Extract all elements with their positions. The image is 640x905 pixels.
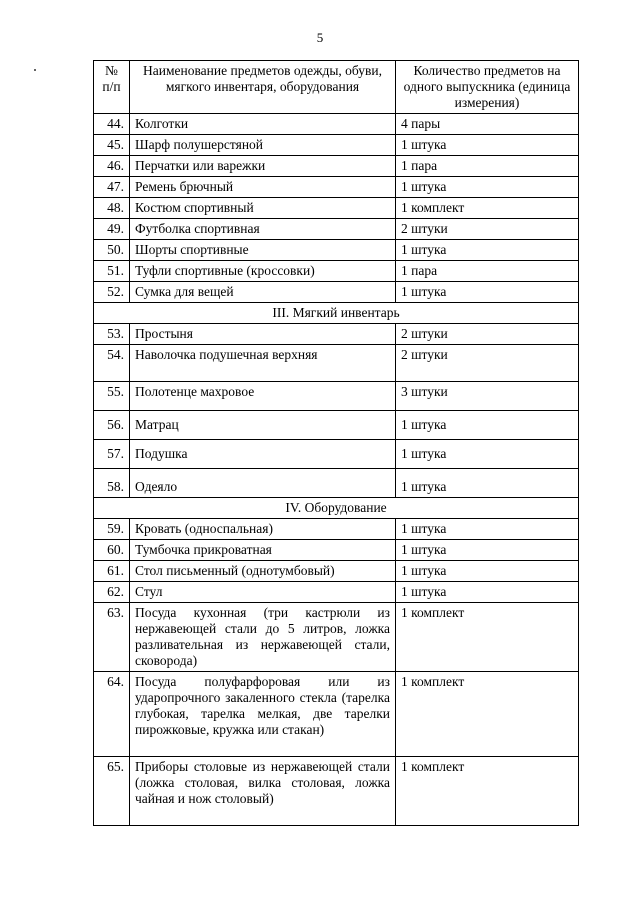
row-name: Ремень брючный bbox=[130, 177, 396, 198]
row-num: 53. bbox=[94, 324, 130, 345]
row-num: 57. bbox=[94, 440, 130, 469]
row-num: 63. bbox=[94, 603, 130, 672]
table-row bbox=[94, 282, 579, 303]
row-qty: 1 комплект bbox=[396, 198, 579, 219]
row-qty: 1 комплект bbox=[396, 603, 579, 672]
table-row bbox=[94, 135, 579, 156]
row-name: Подушка bbox=[130, 440, 396, 469]
row-num: 60. bbox=[94, 540, 130, 561]
row-num: 55. bbox=[94, 382, 130, 411]
table-row bbox=[94, 345, 579, 382]
section-row bbox=[94, 303, 579, 324]
scan-speck bbox=[34, 69, 36, 71]
header-qty: Количество предметов на одного выпускника (единица измерения) bbox=[396, 61, 579, 114]
row-num: 56. bbox=[94, 411, 130, 440]
table-row bbox=[94, 156, 579, 177]
row-name: Сумка для вещей bbox=[130, 282, 396, 303]
row-name: Тумбочка прикроватная bbox=[130, 540, 396, 561]
table-row bbox=[94, 469, 579, 498]
header-num: № п/п bbox=[94, 61, 130, 114]
row-num: 46. bbox=[94, 156, 130, 177]
table-row bbox=[94, 582, 579, 603]
page-number: 5 bbox=[316, 30, 324, 45]
row-num: 58. bbox=[94, 469, 130, 498]
table-row bbox=[94, 757, 579, 826]
row-num: 44. bbox=[94, 114, 130, 135]
row-qty: 1 штука bbox=[396, 411, 579, 440]
table-row bbox=[94, 177, 579, 198]
table-row bbox=[94, 219, 579, 240]
table-row bbox=[94, 198, 579, 219]
row-qty: 1 штука bbox=[396, 582, 579, 603]
items-table bbox=[93, 60, 579, 826]
row-name: Полотенце махровое bbox=[130, 382, 396, 411]
table-row bbox=[94, 382, 579, 411]
row-qty: 1 штука bbox=[396, 135, 579, 156]
row-name: Посуда полуфарфоровая или из ударопрочного закаленного стекла (тарелка глубокая, тарелка мелкая, две тарелки пирожковые, кружка или стакан) bbox=[130, 672, 396, 757]
row-qty: 1 пара bbox=[396, 261, 579, 282]
row-num: 51. bbox=[94, 261, 130, 282]
row-qty: 1 комплект bbox=[396, 672, 579, 757]
row-qty: 4 пары bbox=[396, 114, 579, 135]
section-title-equipment: IV. Оборудование bbox=[94, 498, 579, 519]
row-name: Одеяло bbox=[130, 469, 396, 498]
table-row bbox=[94, 519, 579, 540]
row-qty: 1 пара bbox=[396, 156, 579, 177]
row-qty: 1 штука bbox=[396, 519, 579, 540]
row-num: 49. bbox=[94, 219, 130, 240]
table-row bbox=[94, 411, 579, 440]
row-qty: 1 штука bbox=[396, 561, 579, 582]
row-num: 45. bbox=[94, 135, 130, 156]
row-num: 65. bbox=[94, 757, 130, 826]
row-name: Наволочка подушечная верхняя bbox=[130, 345, 396, 382]
table-row bbox=[94, 672, 579, 757]
row-qty: 1 штука bbox=[396, 469, 579, 498]
row-qty: 3 штуки bbox=[396, 382, 579, 411]
row-name: Шарф полушерстяной bbox=[130, 135, 396, 156]
row-name: Футболка спортивная bbox=[130, 219, 396, 240]
section-title-soft-inventory: III. Мягкий инвентарь bbox=[94, 303, 579, 324]
row-name: Шорты спортивные bbox=[130, 240, 396, 261]
row-num: 47. bbox=[94, 177, 130, 198]
table-row bbox=[94, 324, 579, 345]
row-num: 48. bbox=[94, 198, 130, 219]
row-qty: 2 штуки bbox=[396, 345, 579, 382]
row-num: 54. bbox=[94, 345, 130, 382]
row-qty: 1 штука bbox=[396, 540, 579, 561]
row-name: Стол письменный (однотумбовый) bbox=[130, 561, 396, 582]
row-name: Перчатки или варежки bbox=[130, 156, 396, 177]
row-qty: 2 штуки bbox=[396, 324, 579, 345]
row-name: Кровать (односпальная) bbox=[130, 519, 396, 540]
table-row bbox=[94, 240, 579, 261]
row-qty: 1 комплект bbox=[396, 757, 579, 826]
row-name: Приборы столовые из нержавеющей стали (ложка столовая, вилка столовая, ложка чайная и нож столовый) bbox=[130, 757, 396, 826]
row-name: Колготки bbox=[130, 114, 396, 135]
row-name: Простыня bbox=[130, 324, 396, 345]
section-row bbox=[94, 498, 579, 519]
row-name: Матрац bbox=[130, 411, 396, 440]
table-header-row bbox=[94, 61, 579, 114]
table-row bbox=[94, 540, 579, 561]
header-name: Наименование предметов одежды, обуви, мягкого инвентаря, оборудования bbox=[130, 61, 396, 114]
row-qty: 1 штука bbox=[396, 440, 579, 469]
table-row bbox=[94, 261, 579, 282]
row-num: 52. bbox=[94, 282, 130, 303]
table-row bbox=[94, 114, 579, 135]
row-num: 61. bbox=[94, 561, 130, 582]
row-name: Посуда кухонная (три кастрюли из нержавеющей стали до 5 литров, ложка разливательная из нержавеющей стали, сковорода) bbox=[130, 603, 396, 672]
row-num: 64. bbox=[94, 672, 130, 757]
row-name: Туфли спортивные (кроссовки) bbox=[130, 261, 396, 282]
table-row bbox=[94, 603, 579, 672]
row-qty: 1 штука bbox=[396, 240, 579, 261]
row-qty: 1 штука bbox=[396, 177, 579, 198]
table-row bbox=[94, 440, 579, 469]
row-num: 59. bbox=[94, 519, 130, 540]
row-qty: 2 штуки bbox=[396, 219, 579, 240]
row-num: 50. bbox=[94, 240, 130, 261]
row-name: Костюм спортивный bbox=[130, 198, 396, 219]
row-name: Стул bbox=[130, 582, 396, 603]
row-qty: 1 штука bbox=[396, 282, 579, 303]
table-row bbox=[94, 561, 579, 582]
row-num: 62. bbox=[94, 582, 130, 603]
